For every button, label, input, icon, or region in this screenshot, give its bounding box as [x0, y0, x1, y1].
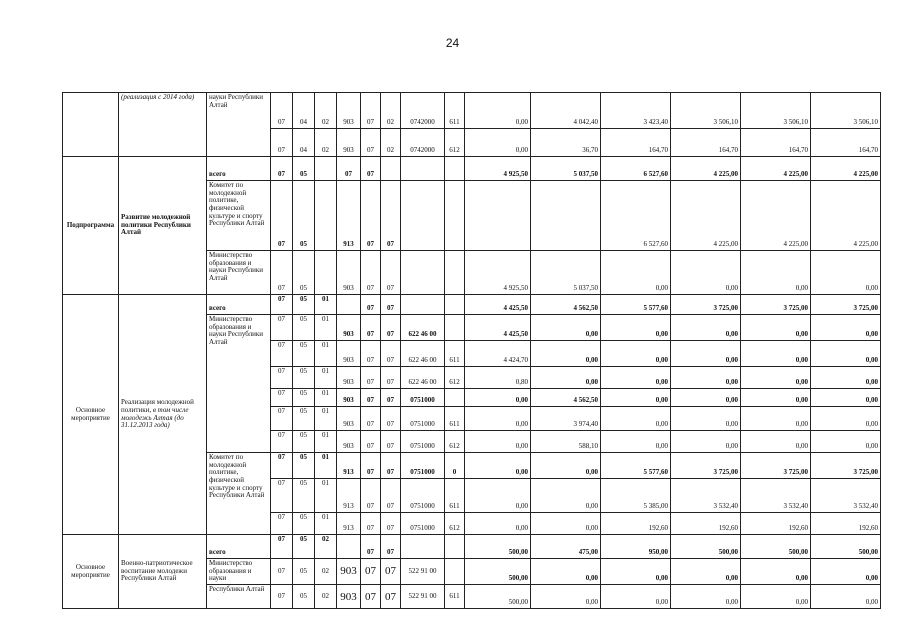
- cell: [401, 181, 445, 251]
- cell: 01: [315, 479, 337, 513]
- cell: 903: [337, 367, 361, 389]
- s1-program-cell: (реализация с 2014 года): [119, 93, 207, 157]
- cell: 3 725,00: [671, 295, 741, 315]
- cell: [401, 157, 445, 181]
- cell: 01: [315, 367, 337, 389]
- cell: 0,00: [465, 513, 531, 535]
- cell: 02: [381, 129, 401, 157]
- cell: 4 925,50: [465, 157, 531, 181]
- cell: [445, 181, 465, 251]
- cell: 5 577,60: [601, 295, 671, 315]
- cell: 611: [445, 341, 465, 367]
- cell: 0,00: [601, 315, 671, 341]
- cell: [337, 295, 361, 315]
- cell: 07: [361, 93, 381, 129]
- cell: 05: [293, 559, 315, 585]
- s2-type-cell: Подпрограмма: [63, 157, 119, 295]
- cell: 0,00: [741, 251, 811, 295]
- cell: 4 562,50: [531, 295, 601, 315]
- cell: 01: [315, 315, 337, 341]
- cell: 05: [293, 513, 315, 535]
- cell: [445, 315, 465, 341]
- table-row: [63, 535, 881, 559]
- cell: 36,70: [531, 129, 601, 157]
- cell: 07: [271, 93, 293, 129]
- cell: 0,00: [741, 585, 811, 609]
- cell: 0,00: [531, 559, 601, 585]
- cell: [315, 157, 337, 181]
- cell: 07: [381, 181, 401, 251]
- cell: 05: [293, 389, 315, 407]
- cell: 0,00: [811, 559, 881, 585]
- cell: 0,00: [811, 389, 881, 407]
- cell: 07: [271, 367, 293, 389]
- s3-program-text: Реализация молодежной политики,: [121, 398, 194, 414]
- cell: 4 225,00: [811, 181, 881, 251]
- cell: 0,00: [465, 407, 531, 431]
- cell: 07: [271, 251, 293, 295]
- cell: [445, 157, 465, 181]
- cell: 903: [337, 129, 361, 157]
- cell: 07: [381, 453, 401, 479]
- page-number: 24: [445, 36, 460, 50]
- cell: 192,60: [601, 513, 671, 535]
- budget-table: [62, 92, 881, 609]
- cell: 05: [293, 251, 315, 295]
- cell: 0,00: [531, 453, 601, 479]
- cell: 07: [361, 453, 381, 479]
- cell: 07: [361, 585, 381, 609]
- cell: 07: [381, 585, 401, 609]
- cell: 0,00: [741, 559, 811, 585]
- cell: 07: [271, 157, 293, 181]
- cell: 5 577,60: [601, 453, 671, 479]
- cell: 07: [271, 513, 293, 535]
- table-row: [63, 93, 881, 129]
- cell: 07: [361, 513, 381, 535]
- cell: 0742000: [401, 129, 445, 157]
- s1-executor-cell: науки Республики Алтай: [207, 93, 271, 157]
- cell: 0,00: [671, 341, 741, 367]
- cell: 913: [337, 513, 361, 535]
- cell: 164,70: [811, 129, 881, 157]
- cell: 02: [315, 559, 337, 585]
- s4-type-cell: Основное мероприятие: [63, 535, 119, 609]
- cell: 0,00: [465, 479, 531, 513]
- cell: 588,10: [531, 431, 601, 453]
- cell: 07: [271, 181, 293, 251]
- cell: 07: [271, 479, 293, 513]
- cell: 07: [271, 129, 293, 157]
- cell: 07: [271, 295, 293, 315]
- cell: 612: [445, 513, 465, 535]
- cell: 01: [315, 389, 337, 407]
- cell: 475,00: [531, 535, 601, 559]
- cell: 0,00: [601, 367, 671, 389]
- cell: 0,00: [671, 367, 741, 389]
- cell: 903: [337, 559, 361, 585]
- cell: 0,00: [601, 407, 671, 431]
- cell: 0,00: [601, 251, 671, 295]
- cell: 0742000: [401, 93, 445, 129]
- cell: 4 225,00: [811, 157, 881, 181]
- s2-executor-ministry: Министерство образования и науки Республики Алтай: [207, 251, 271, 295]
- cell: [315, 181, 337, 251]
- cell: 3 725,00: [811, 453, 881, 479]
- cell: 500,00: [465, 585, 531, 609]
- cell: 3 725,00: [671, 453, 741, 479]
- cell: 4 425,50: [465, 315, 531, 341]
- cell: 622 46 00: [401, 315, 445, 341]
- cell: 913: [337, 479, 361, 513]
- cell: 0,00: [465, 93, 531, 129]
- cell: 07: [361, 559, 381, 585]
- cell: 5 037,50: [531, 157, 601, 181]
- cell: 07: [271, 431, 293, 453]
- cell: 02: [315, 535, 337, 559]
- cell: 500,00: [671, 535, 741, 559]
- cell: 3 506,10: [741, 93, 811, 129]
- cell: 3 506,10: [811, 93, 881, 129]
- cell: 913: [337, 181, 361, 251]
- cell: 192,60: [671, 513, 741, 535]
- table-row: [63, 295, 881, 315]
- s4-executor-ministry: Министерство образования и науки: [207, 559, 271, 585]
- cell: 0,00: [811, 251, 881, 295]
- cell: 07: [381, 559, 401, 585]
- cell: 07: [361, 341, 381, 367]
- cell: 05: [293, 407, 315, 431]
- cell: 05: [293, 157, 315, 181]
- cell: 07: [361, 251, 381, 295]
- cell: 903: [337, 585, 361, 609]
- cell: 0,00: [531, 479, 601, 513]
- cell: 07: [381, 315, 401, 341]
- cell: 0,00: [601, 585, 671, 609]
- cell: 4 425,50: [465, 295, 531, 315]
- s3-executor-committee: Комитет по молодежной политике, физической культуре и спорту Республики Алтай: [207, 453, 271, 535]
- cell: 0,00: [811, 431, 881, 453]
- cell: 0751000: [401, 453, 445, 479]
- s4-total-label: всего: [207, 535, 271, 559]
- cell: 07: [271, 585, 293, 609]
- cell: 903: [337, 93, 361, 129]
- cell: 6 527,60: [601, 157, 671, 181]
- cell: 05: [293, 341, 315, 367]
- cell: 611: [445, 407, 465, 431]
- cell: 192,60: [811, 513, 881, 535]
- cell: [445, 295, 465, 315]
- cell: 07: [271, 407, 293, 431]
- cell: 07: [381, 407, 401, 431]
- cell: 903: [337, 389, 361, 407]
- cell: 05: [293, 181, 315, 251]
- cell: 612: [445, 431, 465, 453]
- cell: 0,00: [531, 367, 601, 389]
- cell: 0,00: [811, 407, 881, 431]
- cell: 4 225,00: [671, 181, 741, 251]
- cell: 903: [337, 315, 361, 341]
- cell: 07: [381, 513, 401, 535]
- s2-program-cell: Развитие молодежной политики Республики Алтай: [119, 157, 207, 295]
- cell: 950,00: [601, 535, 671, 559]
- s3-total-label: всего: [207, 295, 271, 315]
- cell: [337, 535, 361, 559]
- cell: 07: [361, 157, 381, 181]
- cell: 903: [337, 407, 361, 431]
- cell: [465, 181, 531, 251]
- cell: 0,00: [465, 453, 531, 479]
- cell: 07: [381, 295, 401, 315]
- cell: 522 91 00: [401, 585, 445, 609]
- cell: 0: [445, 453, 465, 479]
- cell: [401, 535, 445, 559]
- cell: 0,00: [601, 341, 671, 367]
- cell: [381, 157, 401, 181]
- cell: 0,00: [465, 129, 531, 157]
- cell: 04: [293, 93, 315, 129]
- cell: 01: [315, 513, 337, 535]
- cell: 903: [337, 341, 361, 367]
- cell: 903: [337, 251, 361, 295]
- cell: 622 46 00: [401, 341, 445, 367]
- cell: 500,00: [465, 535, 531, 559]
- cell: 3 725,00: [741, 453, 811, 479]
- cell: 07: [381, 479, 401, 513]
- s3-executor-ministry: Министерство образования и науки Республики Алтай: [207, 315, 271, 453]
- cell: 07: [361, 295, 381, 315]
- cell: 0751000: [401, 389, 445, 407]
- cell: [401, 295, 445, 315]
- cell: 02: [381, 93, 401, 129]
- cell: 500,00: [741, 535, 811, 559]
- cell: 02: [315, 129, 337, 157]
- table-row: [63, 157, 881, 181]
- cell: 0,00: [465, 389, 531, 407]
- cell: 02: [315, 585, 337, 609]
- cell: 07: [361, 535, 381, 559]
- cell: 05: [293, 367, 315, 389]
- cell: 612: [445, 367, 465, 389]
- cell: 07: [381, 367, 401, 389]
- s3-type-cell: Основное мероприятие: [63, 295, 119, 535]
- cell: 4 925,50: [465, 251, 531, 295]
- cell: 05: [293, 479, 315, 513]
- cell: 3 974,40: [531, 407, 601, 431]
- cell: 07: [337, 157, 361, 181]
- cell: 500,00: [465, 559, 531, 585]
- cell: 0,00: [601, 559, 671, 585]
- cell: [531, 181, 601, 251]
- s3-program-cell: [119, 295, 207, 535]
- cell: 622 46 00: [401, 367, 445, 389]
- cell: 07: [361, 181, 381, 251]
- cell: 0,00: [531, 513, 601, 535]
- cell: 01: [315, 453, 337, 479]
- cell: 07: [381, 389, 401, 407]
- cell: 4 042,40: [531, 93, 601, 129]
- cell: 522 91 00: [401, 559, 445, 585]
- cell: 01: [315, 295, 337, 315]
- cell: [445, 559, 465, 585]
- cell: 07: [361, 129, 381, 157]
- cell: [401, 251, 445, 295]
- cell: 05: [293, 453, 315, 479]
- cell: 0,00: [811, 585, 881, 609]
- cell: 02: [315, 93, 337, 129]
- cell: 164,70: [601, 129, 671, 157]
- cell: 0,00: [811, 367, 881, 389]
- cell: 4 424,70: [465, 341, 531, 367]
- cell: 611: [445, 93, 465, 129]
- cell: 07: [361, 367, 381, 389]
- cell: 05: [293, 315, 315, 341]
- cell: 07: [361, 315, 381, 341]
- cell: 6 527,60: [601, 181, 671, 251]
- cell: 05: [293, 585, 315, 609]
- cell: 07: [361, 479, 381, 513]
- cell: 0,00: [671, 559, 741, 585]
- cell: 07: [361, 389, 381, 407]
- cell: 612: [445, 129, 465, 157]
- cell: 0,00: [531, 585, 601, 609]
- cell: 07: [361, 431, 381, 453]
- cell: 0,00: [671, 389, 741, 407]
- cell: 3 725,00: [811, 295, 881, 315]
- cell: 4 225,00: [741, 181, 811, 251]
- cell: 0,00: [671, 251, 741, 295]
- cell: 0,00: [741, 367, 811, 389]
- cell: 3 725,00: [741, 295, 811, 315]
- cell: 3 532,40: [741, 479, 811, 513]
- cell: 01: [315, 431, 337, 453]
- cell: 3 532,40: [671, 479, 741, 513]
- cell: 0751000: [401, 407, 445, 431]
- cell: 05: [293, 535, 315, 559]
- cell: 192,60: [741, 513, 811, 535]
- cell: 05: [293, 295, 315, 315]
- cell: 0,00: [531, 315, 601, 341]
- cell: 07: [271, 389, 293, 407]
- cell: 164,70: [671, 129, 741, 157]
- cell: 07: [271, 341, 293, 367]
- cell: 3 423,40: [601, 93, 671, 129]
- cell: [445, 251, 465, 295]
- s3-program-italic: в том числе молодежь Алтая (до 31.12.2013 года): [121, 405, 189, 430]
- cell: 0,00: [601, 389, 671, 407]
- s4-program-cell: Военно-патриотическое воспитание молодежи Республики Алтай: [119, 535, 207, 609]
- cell: 05: [293, 431, 315, 453]
- cell: 07: [381, 251, 401, 295]
- cell: 0751000: [401, 513, 445, 535]
- cell: 0751000: [401, 479, 445, 513]
- cell: [445, 535, 465, 559]
- cell: 5 385,00: [601, 479, 671, 513]
- cell: 5 037,50: [531, 251, 601, 295]
- cell: 0751000: [401, 431, 445, 453]
- cell: 913: [337, 453, 361, 479]
- cell: 0,00: [671, 431, 741, 453]
- cell: 4 225,00: [671, 157, 741, 181]
- cell: 0,00: [671, 315, 741, 341]
- cell: 0,00: [601, 431, 671, 453]
- cell: 611: [445, 585, 465, 609]
- cell: 04: [293, 129, 315, 157]
- s2-executor-committee: Комитет по молодежной политике, физической культуре и спорту Республики Алтай: [207, 181, 271, 251]
- cell: 500,00: [811, 535, 881, 559]
- cell: 07: [271, 315, 293, 341]
- cell: 07: [361, 407, 381, 431]
- cell: 0,00: [741, 407, 811, 431]
- cell: 07: [381, 341, 401, 367]
- cell: 0,00: [741, 315, 811, 341]
- cell: 4 562,50: [531, 389, 601, 407]
- cell: 903: [337, 431, 361, 453]
- cell: 07: [271, 453, 293, 479]
- cell: 0,00: [741, 389, 811, 407]
- cell: 3 506,10: [671, 93, 741, 129]
- cell: 0,00: [671, 407, 741, 431]
- s1-col1-cell: [63, 93, 119, 157]
- cell: 01: [315, 341, 337, 367]
- cell: 611: [445, 479, 465, 513]
- cell: 0,80: [465, 367, 531, 389]
- cell: 0,00: [465, 431, 531, 453]
- cell: 0,00: [741, 431, 811, 453]
- cell: 01: [315, 407, 337, 431]
- cell: [315, 251, 337, 295]
- cell: 0,00: [811, 341, 881, 367]
- cell: 3 532,40: [811, 479, 881, 513]
- cell: 4 225,00: [741, 157, 811, 181]
- cell: 0,00: [741, 341, 811, 367]
- cell: 07: [271, 559, 293, 585]
- cell: 0,00: [811, 315, 881, 341]
- cell: 0,00: [671, 585, 741, 609]
- cell: 164,70: [741, 129, 811, 157]
- cell: 07: [381, 431, 401, 453]
- cell: 07: [381, 535, 401, 559]
- s2-total-label: всего: [207, 157, 271, 181]
- cell: [445, 389, 465, 407]
- cell: 0,00: [531, 341, 601, 367]
- s4-executor-republic: Республики Алтай: [207, 585, 271, 609]
- cell: 07: [271, 535, 293, 559]
